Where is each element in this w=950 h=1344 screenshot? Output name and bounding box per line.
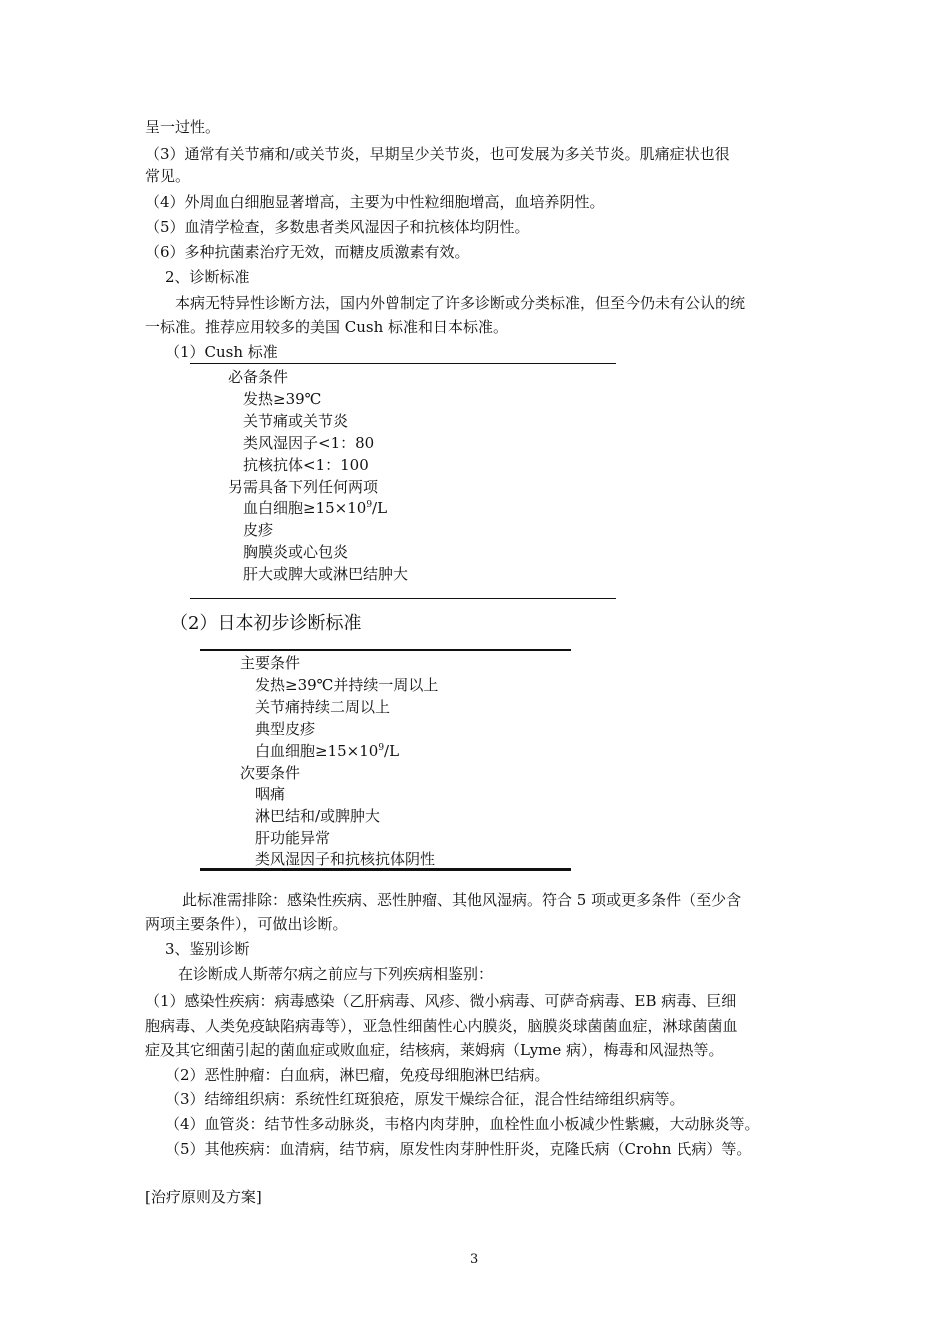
criteria-item: 肝功能异常	[255, 829, 331, 847]
text-line: 此标准需排除：感染性疾病、恶性肿瘤、其他风湿病。符合 5 项或更多条件（至少含	[182, 891, 742, 909]
section-heading: 2、诊断标准	[165, 268, 250, 286]
criteria-item: 胸膜炎或心包炎	[243, 543, 349, 561]
table-bottom-rule	[190, 598, 616, 599]
subsection-title: （2）日本初步诊断标准	[170, 613, 362, 634]
page-number: 3	[470, 1252, 479, 1267]
criteria-item: 发热≥39℃	[243, 390, 322, 408]
text-line: （3）结缔组织病：系统性红斑狼疮，原发干燥综合征，混合性结缔组织病等。	[165, 1090, 685, 1108]
subsection-title: （1）Cush 标准	[165, 343, 278, 361]
criteria-group: 另需具备下列任何两项	[228, 478, 379, 496]
table-top-rule	[200, 649, 571, 651]
criteria-item: 关节痛持续二周以上	[255, 698, 391, 716]
criteria-item: 肝大或脾大或淋巴结肿大	[243, 565, 409, 583]
text-line: 本病无特异性诊断方法，国内外曾制定了许多诊断或分类标准，但至今仍未有公认的统	[175, 294, 746, 312]
text-line: （5）血清学检查，多数患者类风湿因子和抗核体均阴性。	[145, 218, 530, 236]
text-line: 一标准。推荐应用较多的美国 Cush 标准和日本标准。	[145, 318, 509, 336]
criteria-group: 主要条件	[240, 654, 301, 672]
criteria-item: 白血细胞$\ge 15\times 10^9/L$	[255, 742, 400, 760]
criteria-item: 血白细胞$\ge 15\times 10^9/L$	[243, 499, 388, 517]
criteria-item: 咽痛	[255, 785, 286, 803]
text-line: 胞病毒、人类免疫缺陷病毒等），亚急性细菌性心内膜炎，脑膜炎球菌菌血症，淋球菌菌血	[145, 1017, 738, 1035]
criteria-item: 类风湿因子和抗核抗体阴性	[255, 850, 436, 868]
criteria-item: 关节痛或关节炎	[243, 412, 349, 430]
text-line: （2）恶性肿瘤：白血病，淋巴瘤，免疫母细胞淋巴结病。	[165, 1066, 550, 1084]
criteria-item: 发热≥39℃并持续一周以上	[255, 676, 439, 694]
section-heading: 3、鉴别诊断	[165, 940, 250, 958]
text-line: （6）多种抗菌素治疗无效，而糖皮质激素有效。	[145, 243, 470, 261]
text-line: 常见。	[145, 167, 191, 185]
criteria-group: 次要条件	[240, 764, 301, 782]
criteria-group: 必备条件	[228, 368, 289, 386]
section-heading: [治疗原则及方案]	[145, 1188, 262, 1206]
table-bottom-rule	[200, 868, 571, 871]
text-line: （4）外周血白细胞显著增高，主要为中性粒细胞增高，血培养阴性。	[145, 193, 605, 211]
text-line: 呈一过性。	[145, 118, 221, 136]
criteria-item: 抗核抗体<1：100	[243, 456, 369, 474]
text-line: 在诊断成人斯蒂尔病之前应与下列疾病相鉴别：	[178, 965, 494, 983]
criteria-item: 类风湿因子<1：80	[243, 434, 375, 452]
criteria-item: 皮疹	[243, 521, 274, 539]
text-line: （5）其他疾病：血清病，结节病，原发性肉芽肿性肝炎，克隆氏病（Crohn 氏病）等。	[165, 1140, 752, 1158]
text-line: （4）血管炎：结节性多动脉炎，韦格内肉芽肿，血栓性血小板减少性紫癜，大动脉炎等。	[165, 1115, 760, 1133]
table-top-rule	[190, 363, 616, 364]
criteria-item: 典型皮疹	[255, 720, 316, 738]
text-line: 症及其它细菌引起的菌血症或败血症，结核病，莱姆病（Lyme 病），梅毒和风湿热等。	[145, 1041, 724, 1059]
text-line: （3）通常有关节痛和/或关节炎，早期呈少关节炎，也可发展为多关节炎。肌痛症状也很	[145, 145, 730, 163]
criteria-item: 淋巴结和/或脾肿大	[255, 807, 381, 825]
text-line: 两项主要条件），可做出诊断。	[145, 915, 348, 933]
text-line: （1）感染性疾病：病毒感染（乙肝病毒、风疹、微小病毒、可萨奇病毒、EB 病毒、巨细	[145, 992, 737, 1010]
